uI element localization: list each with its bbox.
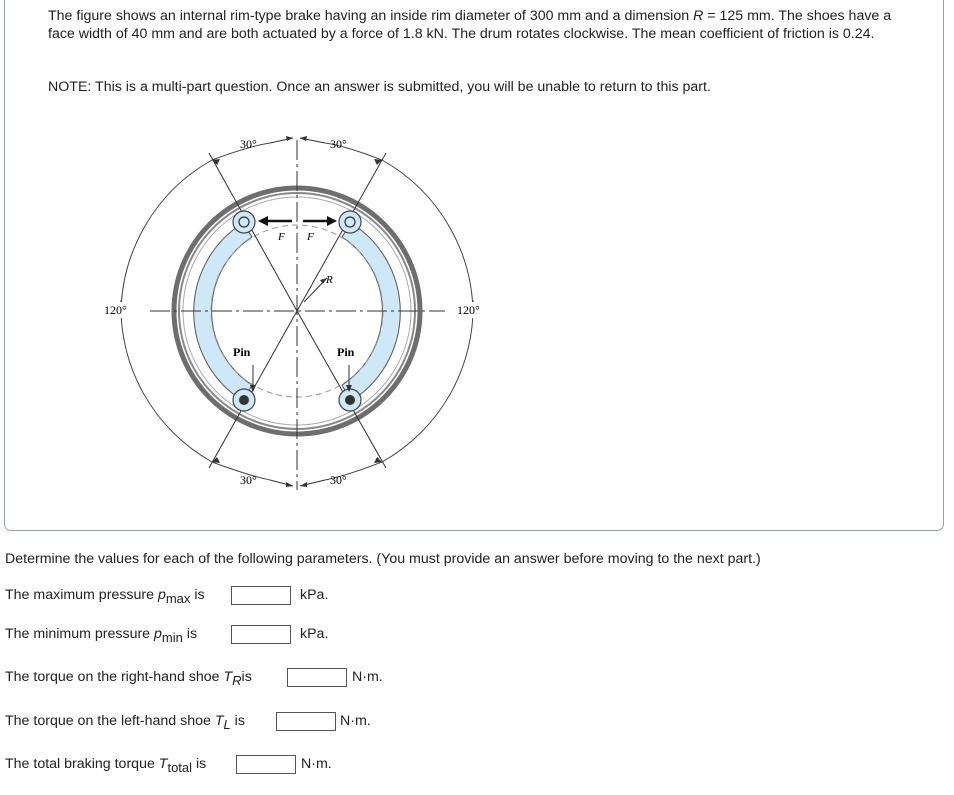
force-left-label: F: [278, 231, 285, 243]
multi-part-note: NOTE: This is a multi-part question. Once an answer is submitted, you will be unable to return to this part.: [48, 79, 711, 95]
question-torque-right: The torque on the right-hand shoe TRis: [5, 669, 252, 688]
angle-left-label: 120°: [104, 303, 127, 317]
angle-bottom-left-label: 30°: [240, 473, 257, 487]
torque-total-answer-input[interactable]: [236, 755, 296, 774]
question-pmax: The maximum pressure pmax is: [5, 587, 205, 606]
pmax-unit: kPa.: [300, 587, 329, 603]
part-instruction: Determine the values for each of the following parameters. (You must provide an answer before moving to the next part.): [5, 551, 761, 567]
angle-bottom-right-label: 30°: [330, 473, 347, 487]
force-right-label: F: [307, 231, 314, 243]
torque-right-answer-input[interactable]: [287, 668, 347, 687]
pmin-unit: kPa.: [300, 626, 329, 642]
pmin-answer-input[interactable]: [231, 625, 291, 644]
question-torque-total: The total braking torque Ttotal is: [5, 756, 207, 775]
radius-label: R: [326, 274, 333, 286]
brake-figure: [95, 125, 505, 505]
problem-statement: The figure shows an internal rim-type brake having an inside rim diameter of 300 mm and a dimension R = 125 mm. The shoes have a face width of 40 mm and are both actuated by a force of 1.8 kN. The drum rotates clockwise. The mean coefficient of friction is 0.24.: [48, 8, 892, 42]
pin-left-label: Pin: [233, 345, 251, 359]
torque-left-answer-input[interactable]: [276, 712, 336, 731]
torque-left-unit: N·m.: [340, 713, 371, 729]
question-torque-left: The torque on the left-hand shoe TL is: [5, 713, 245, 732]
angle-right-label: 120°: [457, 303, 480, 317]
pmax-answer-input[interactable]: [231, 586, 291, 605]
pin-right-label: Pin: [337, 345, 355, 359]
angle-top-left-label: 30°: [240, 137, 257, 151]
angle-top-right-label: 30°: [330, 137, 347, 151]
torque-total-unit: N·m.: [301, 756, 332, 772]
question-pmin: The minimum pressure pmin is: [5, 626, 198, 645]
torque-right-unit: N·m.: [352, 669, 383, 685]
